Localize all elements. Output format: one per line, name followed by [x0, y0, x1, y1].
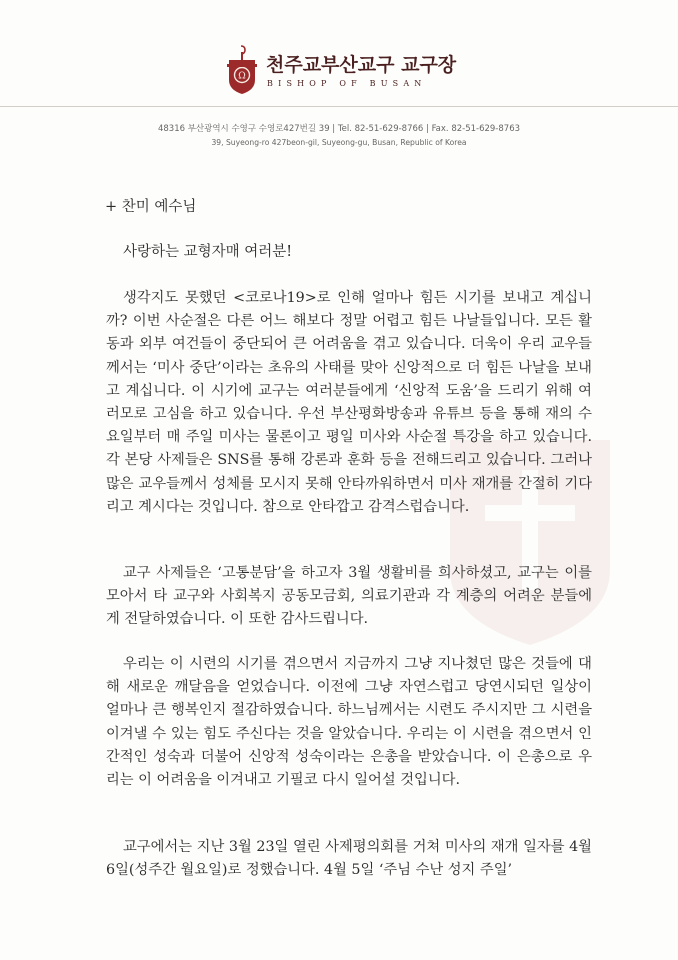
address-korean: 48316 부산광역시 수영구 수영로427번길 39 | Tel. 82-51-629-8766 | Fax. 82-51-629-8763 [157, 124, 521, 134]
letterhead-divider [0, 106, 678, 107]
paragraph-2: 교구 사제들은 ‘고통분담’을 하고자 3월 생활비를 희사하셨고, 교구는 이를 모아서 타 교구와 사회복지 공동모금회, 의료기관과 각 계층의 어려운 분들에게 전달하였습니다. 이 또한 감사드립니다. [106, 565, 592, 628]
diocese-emblem-icon [226, 44, 258, 96]
svg-text:Ω: Ω [238, 71, 246, 82]
paragraph-4: 교구에서는 지난 3월 23일 열린 사제평의회를 거쳐 미사의 재개 일자를 4월 6일(성주간 월요일)로 정했습니다. 4월 5일 ‘주님 수난 성지 주일’ [106, 839, 592, 879]
greeting: 사랑하는 교형자매 여러분! [123, 244, 293, 260]
paragraph-3: 우리는 이 시련의 시기를 겪으면서 지금까지 그냥 지나쳤던 많은 것들에 대해 새로운 깨달음을 얻었습니다. 이전에 그냥 자연스럽고 당연시되던 일상이 얼마나 큰 행복인지 절감하였습니다. 하느님께서는 시련도 주시지만 그 시련을 이겨낼 수 있는 힘도 주신다는 것을 알았습니다. 우리는 이 시련을 겪으면서 인간적인 성숙과 더불어 신앙적 성숙이라는 은총을 받았습니다. 이 은총으로 우리는 이 어려움을 이겨내고 기필코 다시 일어설 것입니다. [106, 656, 592, 789]
salutation: + 찬미 예수님 [105, 199, 197, 215]
address-english: 39, Suyeong-ro 427beon-gil, Suyeong-gu, Busan, Republic of Korea [211, 138, 467, 147]
org-subtitle: BISHOP OF BUSAN [267, 79, 427, 88]
paragraph-1: 생각지도 못했던 <코로나19>로 인해 얼마나 힘든 시기를 보내고 계십니까? 이번 사순절은 다른 어느 해보다 정말 어렵고 힘든 나날들입니다. 모든 활동과 외부 여건들이 중단되어 큰 어려움을 겪고 있습니다. 더욱이 우리 교우들께서는 ‘미사 중단’이라는 초유의 사태를 맞아 신앙적으로 더 힘든 나날을 보내고 계십니다. 이 시기에 교구는 여러분들에게 ‘신앙적 도움’을 드리기 위해 여러모로 고심을 하고 있습니다. 우선 부산평화방송과 유튜브 등을 통해 재의 수요일부터 매 주일 미사는 물론이고 평일 미사와 사순절 특강을 하고 있습니다. 각 본당 사제들은 SNS를 통해 강론과 훈화 등을 전해드리고 있습니다. 그러나 많은 교우들께서 성체를 모시지 못해 안타까워하면서 미사 재개를 간절히 기다리고 계시다는 것입니다. 참으로 안타깝고 감격스럽습니다. [106, 290, 592, 515]
letterhead [226, 44, 486, 104]
org-name: 천주교부산교구 교구장 [266, 54, 457, 76]
